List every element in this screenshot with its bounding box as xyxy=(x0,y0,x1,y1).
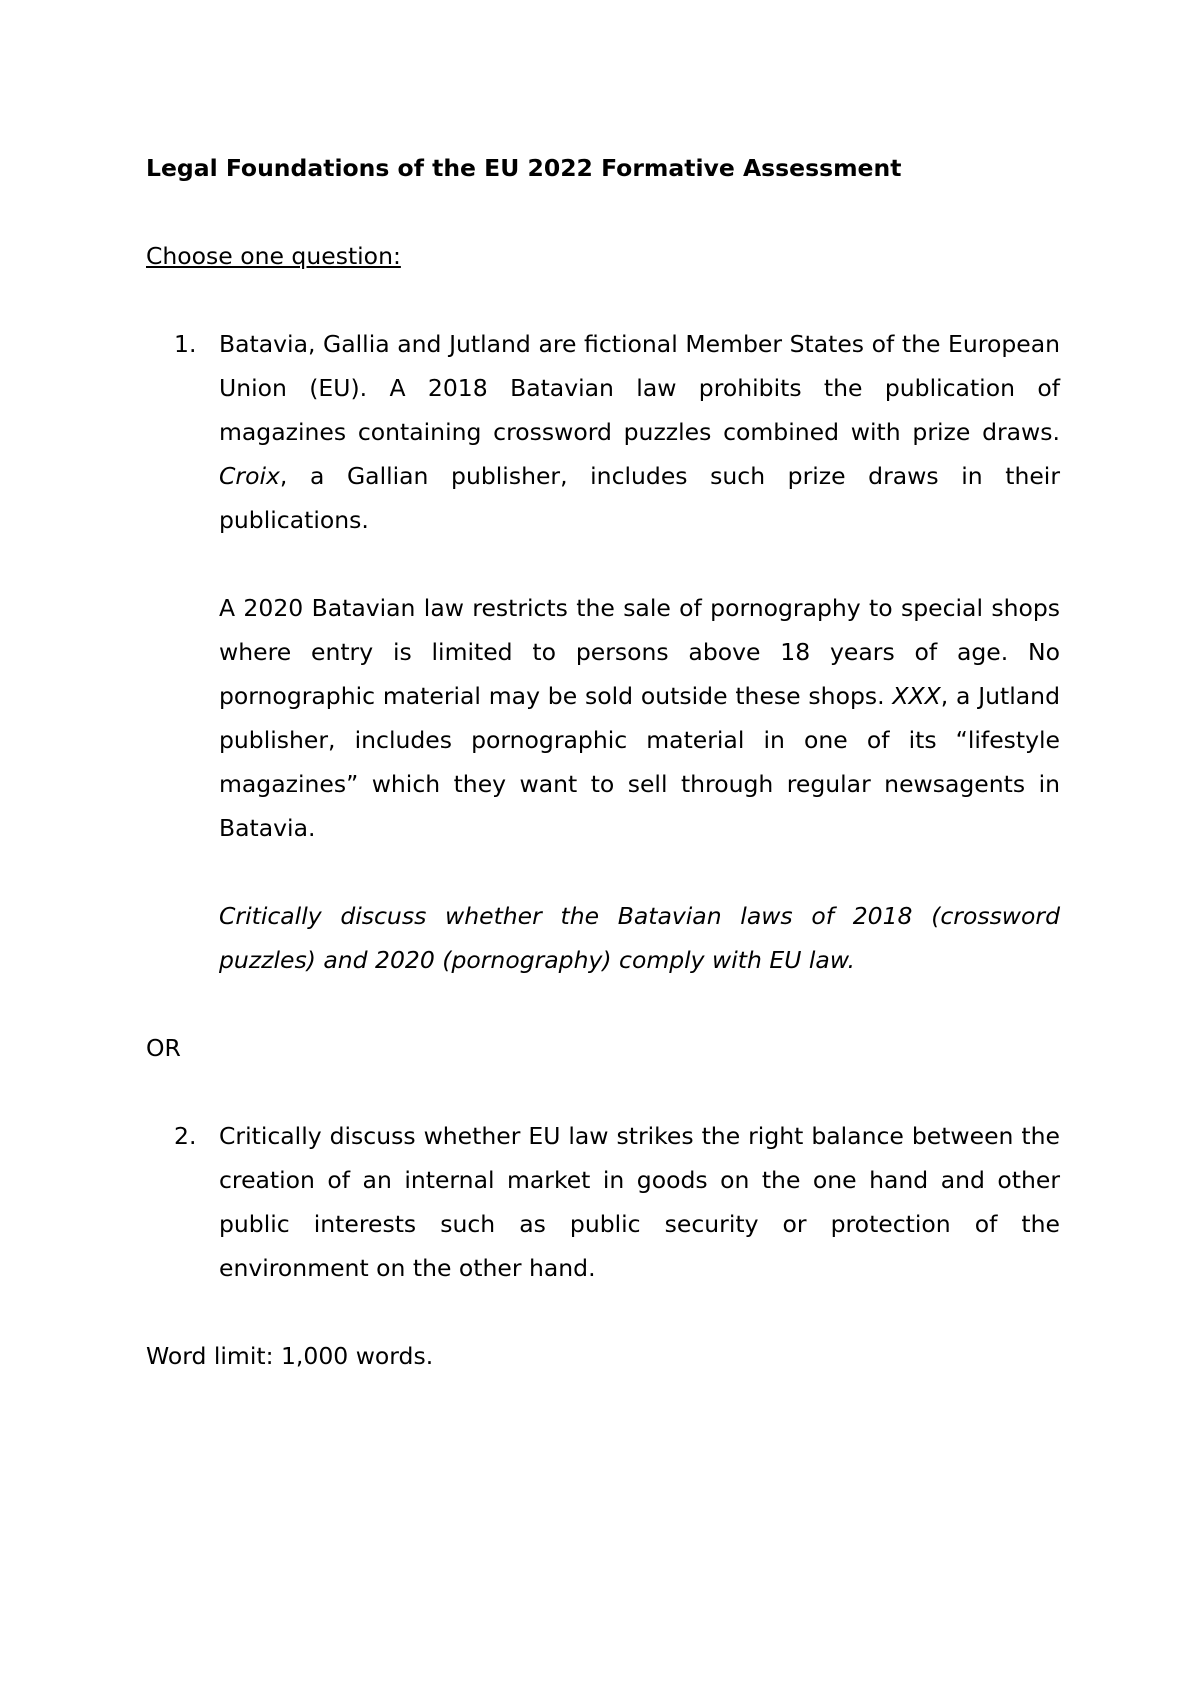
question-2-body xyxy=(219,1114,1060,1290)
publisher-name-xxx: XXX xyxy=(892,682,941,710)
question-1-paragraph-2: A 2020 Batavian law restricts the sale of pornography to special shops where entry is limited to persons above 18 years of age. No pornographic material may be sold outside these shops. XXX, a Jutland publisher, includes pornographic material in one of its “lifestyle magazines” which they want to sell through regular newsagents in Batavia. xyxy=(219,594,1060,842)
or-separator: OR xyxy=(146,1034,181,1062)
document-title: Legal Foundations of the EU 2022 Formative Assessment xyxy=(146,154,902,182)
question-2-text: Critically discuss whether EU law strikes the right balance between the creation of an internal market in goods on the one hand and other public interests such as public security or protection of the environment on the other hand. xyxy=(219,1122,1060,1282)
question-1-paragraph-1: Batavia, Gallia and Jutland are fictional Member States of the European Union (EU). A 2018 Batavian law prohibits the publication of magazines containing crossword puzzles combined with prize draws. Croix, a Gallian publisher, includes such prize draws in their publications. xyxy=(219,330,1060,534)
choose-instruction: Choose one question: xyxy=(146,242,401,270)
document-body xyxy=(146,146,1060,1378)
question-1-body xyxy=(219,322,1060,982)
question-1-number: 1. xyxy=(174,330,197,358)
publisher-name-croix: Croix xyxy=(219,462,280,490)
word-limit: Word limit: 1,000 words. xyxy=(146,1342,434,1370)
question-2-number: 2. xyxy=(174,1122,197,1150)
question-2 xyxy=(146,1114,1060,1290)
question-1-task: Critically discuss whether the Batavian laws of 2018 (crossword puzzles) and 2020 (pornography) comply with EU law. xyxy=(219,902,1060,974)
question-1 xyxy=(146,322,1060,982)
